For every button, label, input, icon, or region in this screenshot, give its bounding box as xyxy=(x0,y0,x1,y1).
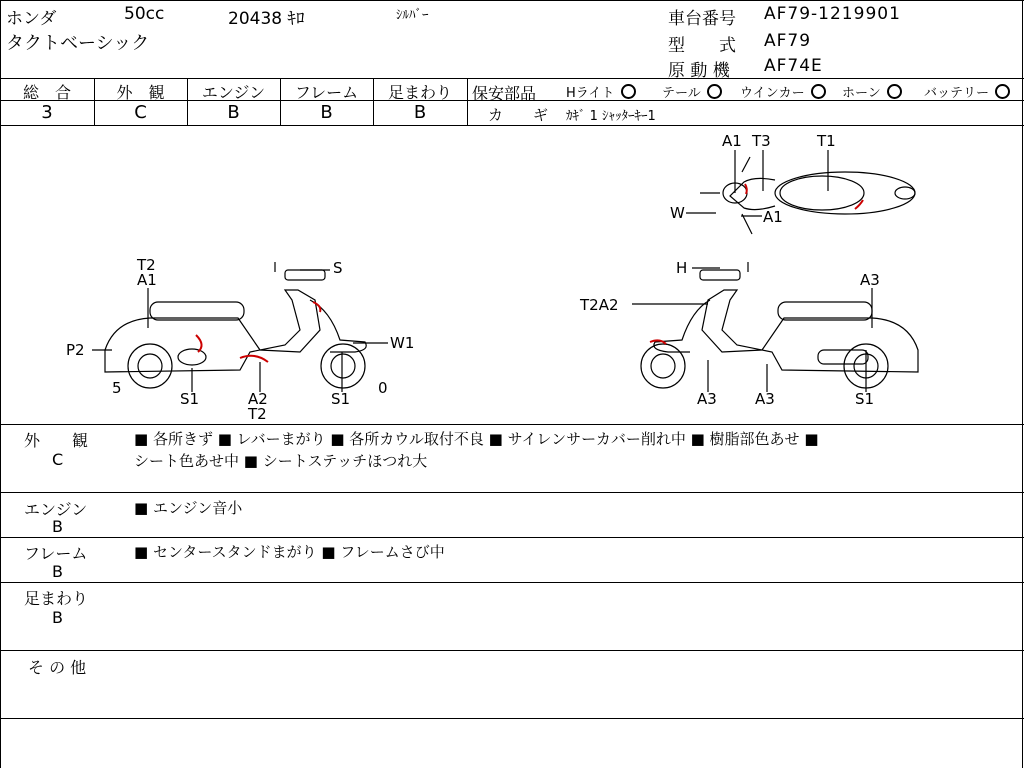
frame-section-label: フレーム xyxy=(24,544,88,563)
other-section-label: そ の 他 xyxy=(28,658,87,677)
engine-value: AF74E xyxy=(764,56,823,76)
mark-top-t1: T1 xyxy=(817,132,836,150)
top-damage-1 xyxy=(745,184,747,194)
frame-notes: ■ センタースタンドまがり ■ フレームさび中 xyxy=(134,543,445,561)
top-tail xyxy=(895,187,915,199)
exterior-label: 外 観 xyxy=(116,83,165,102)
frame-section-grade: B xyxy=(52,562,63,581)
mark-right-a3: A3 xyxy=(860,271,880,289)
left-handlebar xyxy=(285,270,325,280)
top-handle-left xyxy=(742,157,750,172)
color: ｼﾙﾊﾞｰ xyxy=(396,8,429,23)
suspension-grade-value: B xyxy=(413,102,427,123)
mark-top-t3: T3 xyxy=(752,132,771,150)
suspension-section-label: 足まわり xyxy=(24,589,89,608)
overall-label: 総 合 xyxy=(22,83,71,102)
keys-label: カ ギ xyxy=(488,106,549,124)
mark-right-a3c: A3 xyxy=(755,390,775,408)
model-name: タクトベーシック xyxy=(6,33,150,54)
mark-right-s1: S1 xyxy=(855,390,875,408)
frame-grade-label: フレーム xyxy=(294,83,359,102)
right-muffler xyxy=(818,350,868,364)
mark-top-a1b: A1 xyxy=(763,208,783,226)
scooter-top-view xyxy=(686,150,915,234)
left-front-wheel xyxy=(321,344,365,388)
left-damage-2 xyxy=(240,356,268,362)
keys-value: ｶｷﾞ 1 ｼｬｯﾀｰｷｰ1 xyxy=(566,109,656,124)
safety-item-label: ウインカー xyxy=(740,86,805,101)
overall-value: 3 xyxy=(41,102,53,123)
top-handle-right xyxy=(742,214,752,234)
mark-left-0: 0 xyxy=(378,379,388,397)
mark-top-w: W xyxy=(670,204,685,222)
left-rear-hub xyxy=(138,354,162,378)
frame-grade-value: B xyxy=(320,102,333,123)
exterior-notes-line2: シート色あせ中 ■ シートステッチほつれ大 xyxy=(134,452,428,470)
suspension-section-grade: B xyxy=(52,608,63,627)
maker: ホンダ xyxy=(6,9,57,29)
engine-grade-label: エンジン xyxy=(201,83,266,102)
displacement: 50cc xyxy=(124,4,165,24)
mark-left-5: 5 xyxy=(112,379,122,397)
mark-right-h: H xyxy=(676,259,688,277)
chassis-label: 車台番号 xyxy=(668,9,736,29)
mark-left-t2b: T2 xyxy=(248,405,267,423)
mark-left-a1: A1 xyxy=(137,271,157,289)
type-value: AF79 xyxy=(764,31,812,51)
safety-label: 保安部品 xyxy=(472,84,537,103)
mark-top-a1: A1 xyxy=(722,132,742,150)
engine-grade-value: B xyxy=(227,102,240,123)
suspension-grade-label: 足まわり xyxy=(387,83,452,102)
top-seat xyxy=(780,176,864,210)
type-label: 型 式 xyxy=(668,36,736,56)
mark-left-t2: T2 xyxy=(137,256,156,274)
mileage: 20438 ｷﾛ xyxy=(228,9,305,29)
left-seat xyxy=(150,302,244,320)
exterior-section-label: 外 観 xyxy=(24,431,89,450)
mark-right-t2a2: T2A2 xyxy=(580,296,619,314)
safety-item-label: Hライト xyxy=(566,86,615,101)
exterior-notes-line1: ■ 各所きず ■ レバーまがり ■ 各所カウル取付不良 ■ サイレンサーカバー削れ中 ■ 樹脂部色あせ ■ xyxy=(134,430,819,448)
left-front-hub xyxy=(331,354,355,378)
mark-left-s: S xyxy=(333,259,343,277)
left-muffler xyxy=(178,349,206,365)
right-front-hub xyxy=(651,354,675,378)
safety-item-label: テール xyxy=(662,86,701,101)
exterior-value: C xyxy=(134,102,147,123)
chassis-value: AF79-1219901 xyxy=(764,4,901,24)
engine-notes: ■ エンジン音小 xyxy=(134,499,243,517)
mark-left-s1: S1 xyxy=(180,390,200,408)
mark-left-s1b: S1 xyxy=(331,390,351,408)
mark-right-a3b: A3 xyxy=(697,390,717,408)
right-handlebar xyxy=(700,270,740,280)
safety-item-label: ホーン xyxy=(842,86,881,101)
exterior-section-grade: C xyxy=(52,450,64,469)
mark-left-w1: W1 xyxy=(390,334,415,352)
mark-left-a2: A2 xyxy=(248,390,268,408)
engine-section-grade: B xyxy=(52,517,63,536)
right-seat xyxy=(778,302,872,320)
right-front-wheel xyxy=(641,344,685,388)
engine-section-label: エンジン xyxy=(24,500,88,519)
engine-label: 原 動 機 xyxy=(668,61,730,81)
safety-item-label: バッテリー xyxy=(924,86,990,101)
left-rear-wheel xyxy=(128,344,172,388)
mark-left-p2: P2 xyxy=(66,341,85,359)
